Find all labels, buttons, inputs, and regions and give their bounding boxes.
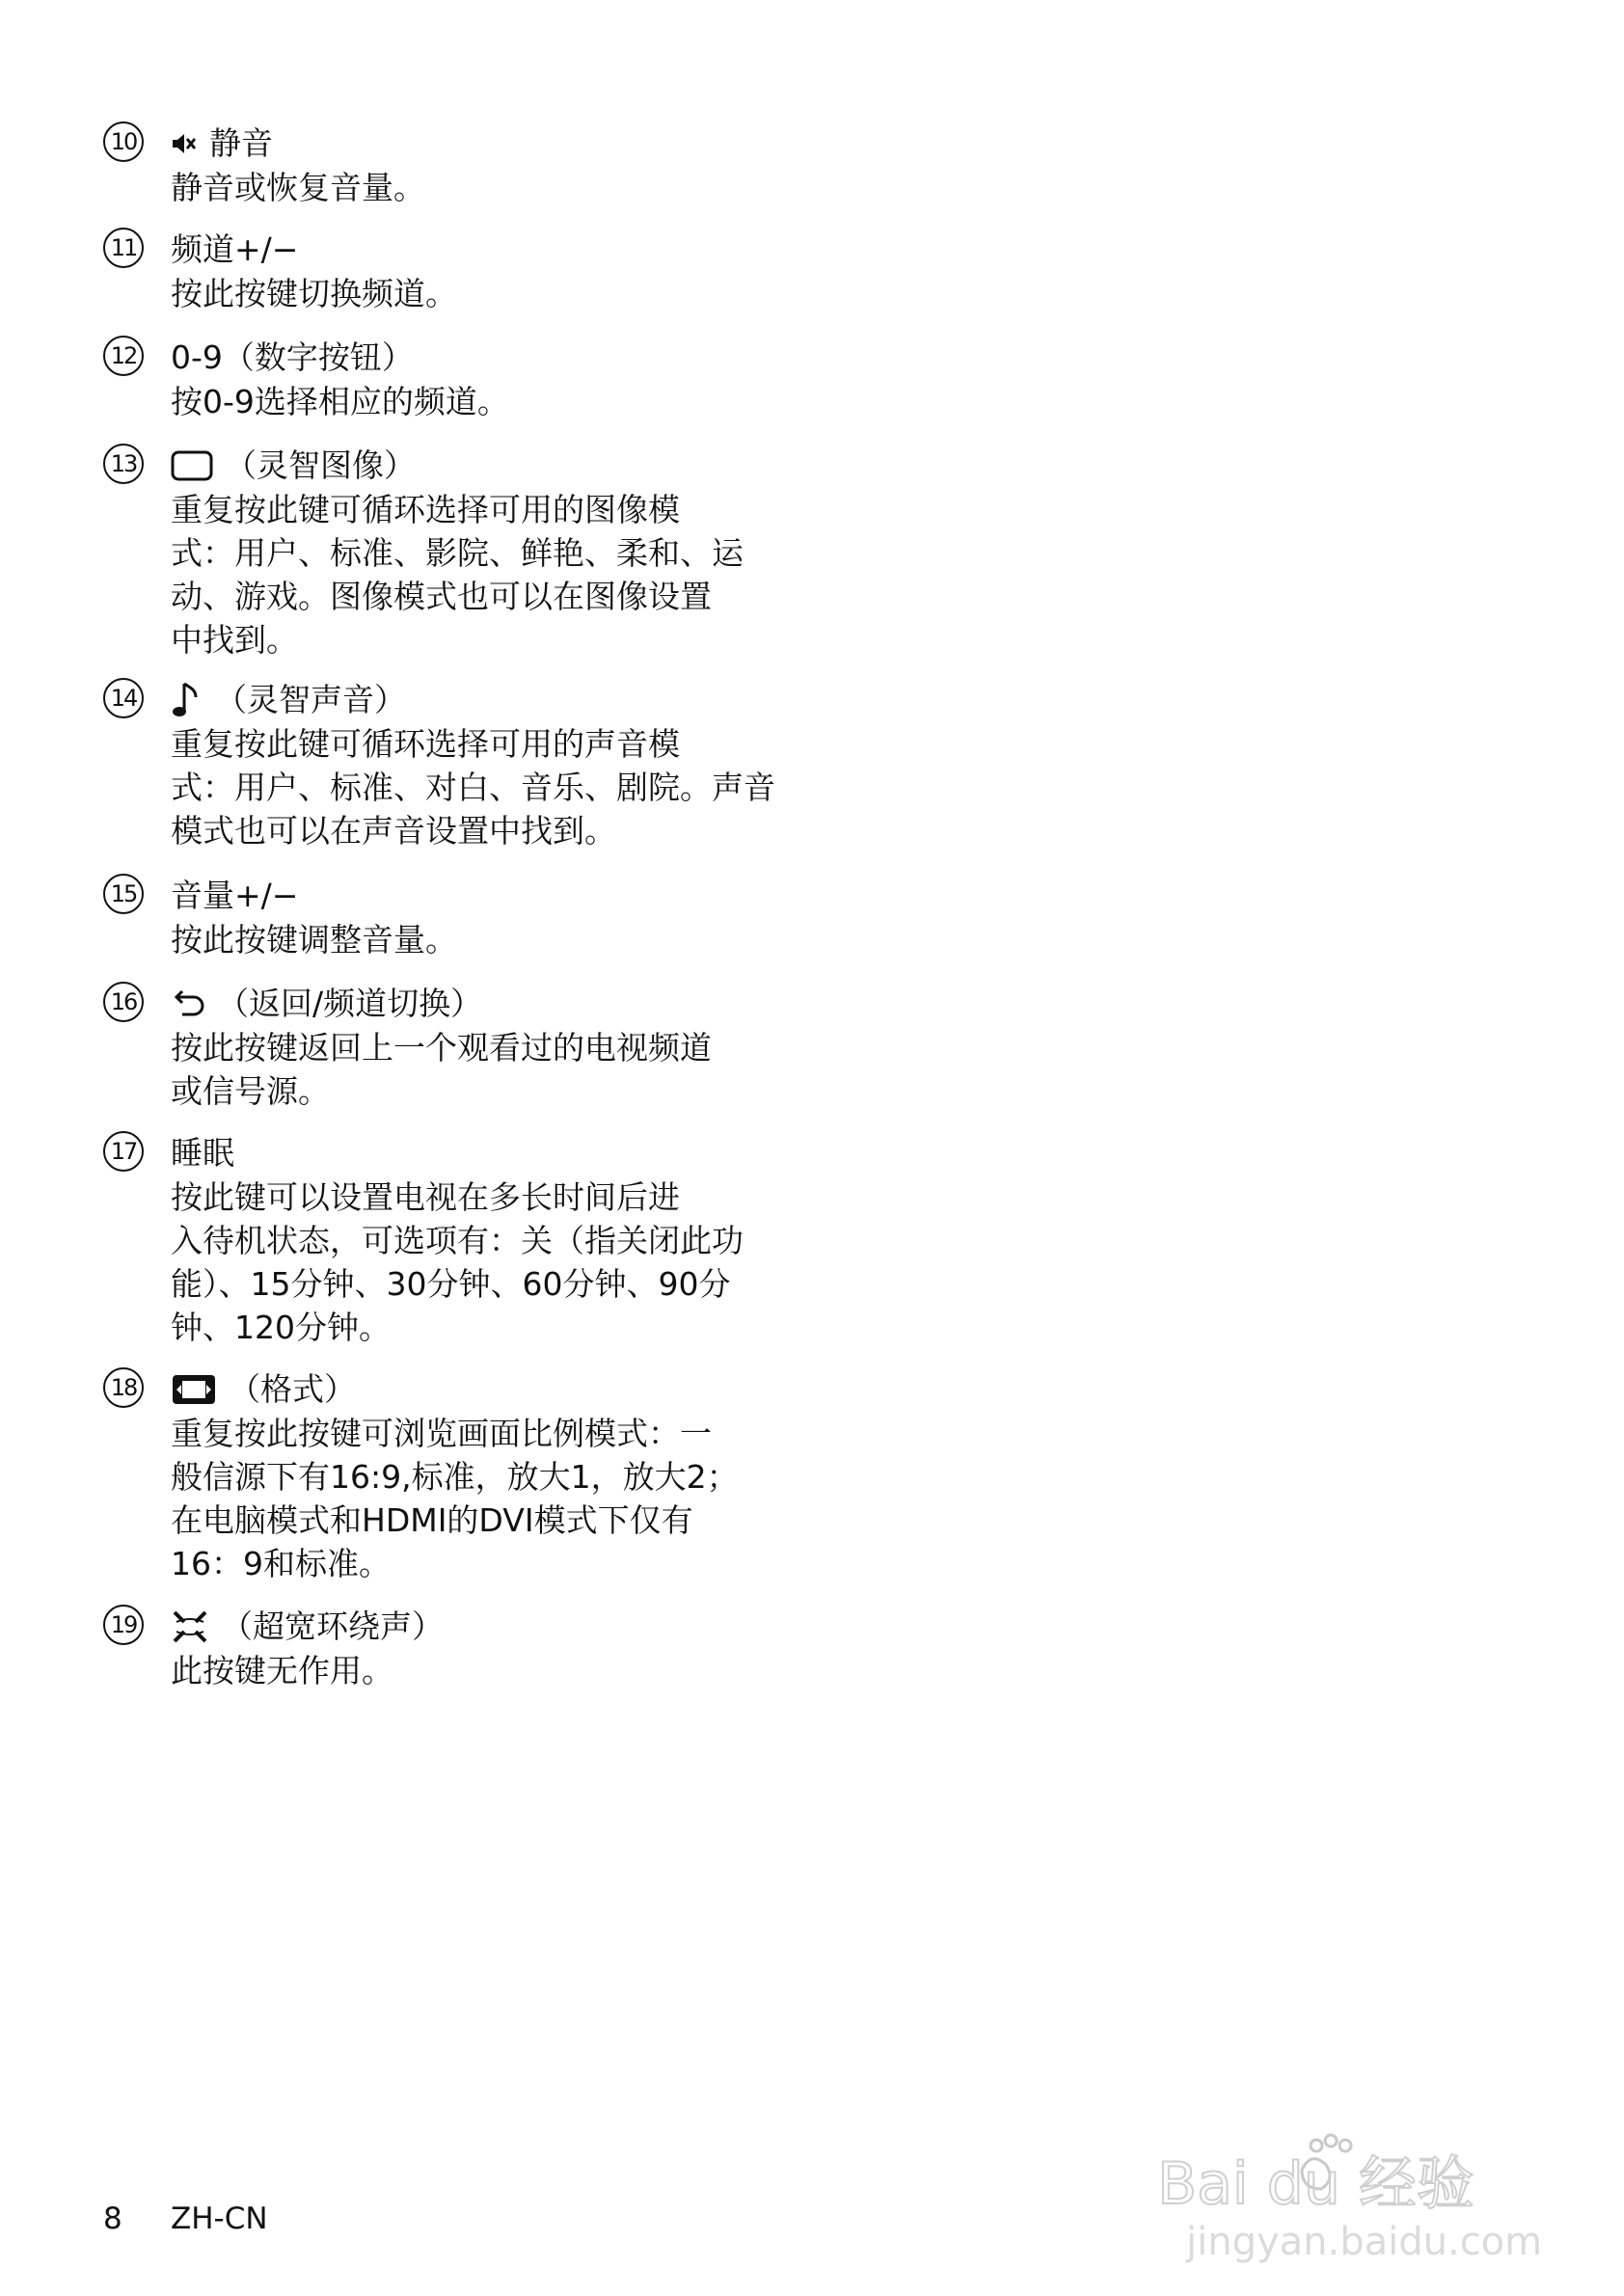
item-number: 13 [103,444,144,484]
item-number: 15 [103,874,144,914]
item-number: 18 [103,1367,144,1408]
item-number: 16 [103,982,144,1022]
item-description: 按此按键返回上一个观看过的电视频道 或信号源。 [171,1029,712,1110]
language-code: ZH-CN [171,2201,268,2236]
item-number: 12 [103,336,144,376]
item-description: 重复按此键可循环选择可用的图像模 式：用户、标准、影院、鲜艳、柔和、运 动、游戏。图像模式也可以在图像设置 中找到。 [171,491,744,659]
item-title: （灵智声音） [171,678,406,721]
mute-icon [171,131,198,156]
item-number: 11 [103,228,144,268]
item-number: 10 [103,122,144,162]
item-description: 重复按此键可循环选择可用的声音模 式：用户、标准、对白、音乐、剧院。声音 模式也可以在声音设置中找到。 [171,725,775,850]
item-description: 按此按键调整音量。 [171,921,457,959]
item-title: （格式） [171,1367,356,1411]
back-icon [171,989,205,1018]
item-title: 睡眠 [171,1134,234,1172]
item-description: 按此键可以设置电视在多长时间后进 入待机状态，可选项有：关（指关闭此功 能）、15分钟、30分钟、60分钟、90分 钟、120分钟。 [171,1178,744,1346]
page-number: 8 [103,2201,122,2236]
item-description: 此按键无作用。 [171,1652,393,1689]
music-note-icon [171,680,203,720]
baidu-watermark [1157,2131,1562,2266]
surround-sound-icon [171,1608,209,1645]
item-description: 重复按此按键可浏览画面比例模式：一 般信源下有16:9,标准，放大1，放大2； 在电脑模式和HDMI的DVI模式下仅有 16：9和标准。 [171,1415,739,1582]
item-number: 17 [103,1131,144,1172]
item-title: 静音 [171,122,273,165]
item-description: 静音或恢复音量。 [171,169,425,206]
item-description: 按0-9选择相应的频道。 [171,383,509,420]
format-icon [171,1373,217,1406]
screen-icon [171,450,213,481]
item-title: 音量+/− [171,877,299,914]
item-title: 频道+/− [171,230,299,268]
item-number: 19 [103,1605,144,1645]
watermark-brand: Bai du 经验 [1157,2150,1475,2218]
item-title: （超宽环绕声） [171,1605,444,1648]
item-number: 14 [103,678,144,718]
item-title: （灵智图像） [171,444,416,487]
item-title: （返回/频道切换） [171,982,482,1025]
item-title: 0-9（数字按钮） [171,338,414,376]
item-description: 按此按键切换频道。 [171,275,457,312]
watermark-url: jingyan.baidu.com [1186,2220,1543,2264]
